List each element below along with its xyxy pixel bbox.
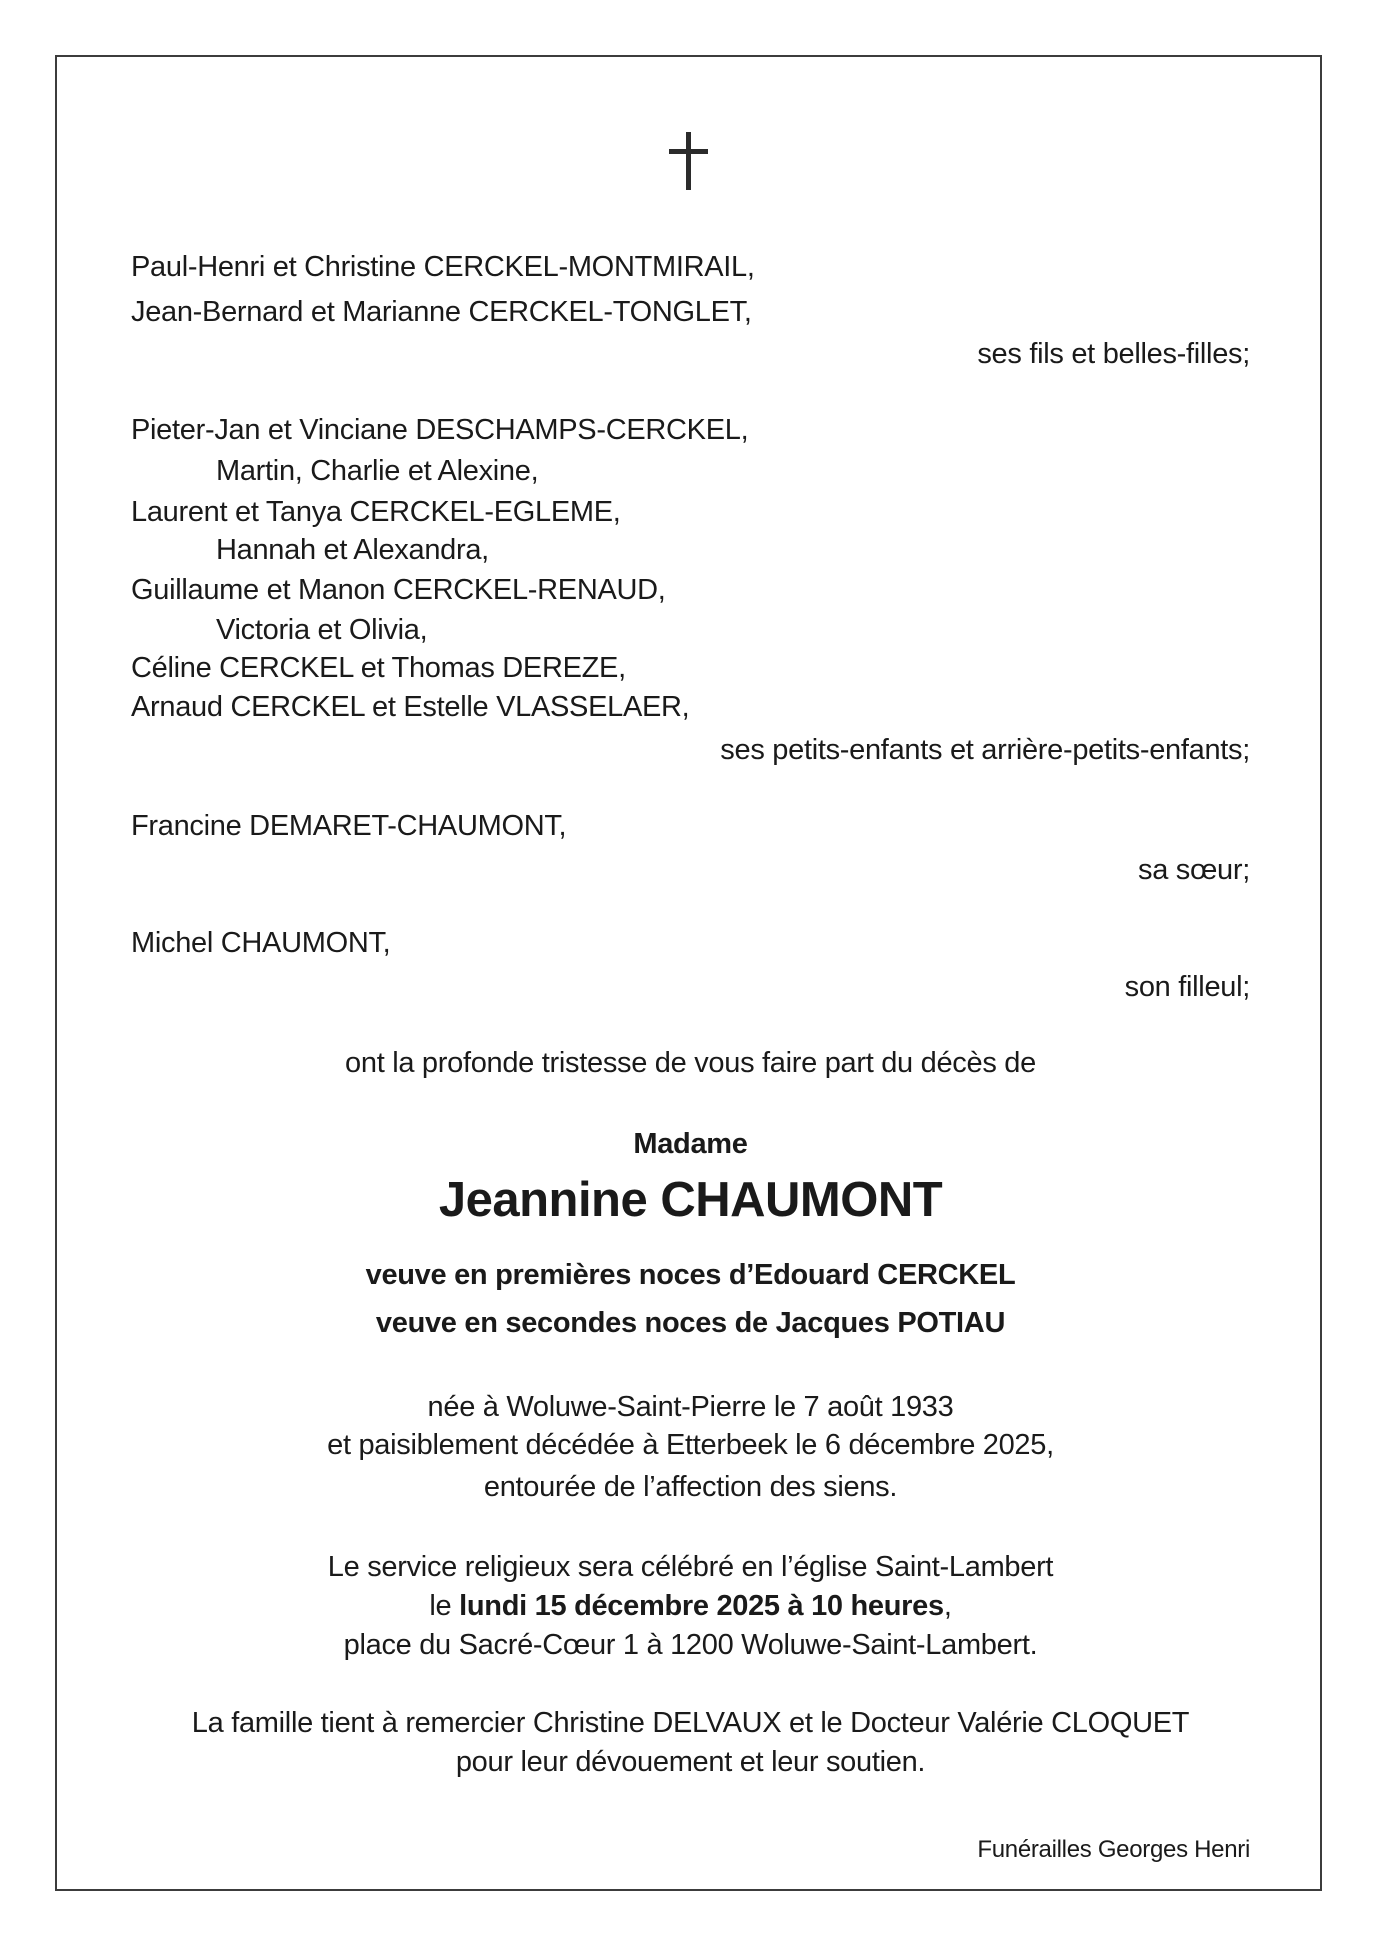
grandchildren-line: Guillaume et Manon CERCKEL-RENAUD,: [131, 574, 666, 606]
death-line: et paisiblement décédée à Etterbeek le 6 décembre 2025,: [327, 1429, 1054, 1461]
surrounded-line: entourée de l’affection des siens.: [483, 1471, 898, 1503]
grandchildren-caption: ses petits-enfants et arrière-petits-enfants;: [720, 734, 1250, 766]
intro-line: ont la profonde tristesse de vous faire part du décès de: [345, 1047, 1036, 1079]
thanks-line-1: La famille tient à remercier Christine DELVAUX et le Docteur Valérie CLOQUET: [191, 1707, 1190, 1739]
godson-line: Michel CHAUMONT,: [131, 927, 391, 959]
sister-line: Francine DEMARET-CHAUMONT,: [131, 810, 567, 842]
deceased-name: Jeannine CHAUMONT: [438, 1173, 943, 1227]
service-line-1: Le service religieux sera célébré en l’église Saint-Lambert: [327, 1551, 1054, 1583]
announcement-content: [131, 0, 1250, 1946]
sons-line-2: Jean-Bernard et Marianne CERCKEL-TONGLET,: [131, 296, 752, 328]
funeral-home-footer: Funérailles Georges Henri: [977, 1836, 1250, 1863]
title-prefix: Madame: [633, 1128, 748, 1160]
grandchildren-line: Martin, Charlie et Alexine,: [216, 455, 539, 487]
grandchildren-line: Céline CERCKEL et Thomas DEREZE,: [131, 652, 626, 684]
service-date-suffix: ,: [943, 1590, 952, 1622]
godson-caption: son filleul;: [1124, 971, 1250, 1003]
birth-line: née à Woluwe-Saint-Pierre le 7 août 1933: [427, 1391, 954, 1423]
thanks-line-2: pour leur dévouement et leur soutien.: [455, 1746, 926, 1778]
widowhood-line-2: veuve en secondes noces de Jacques POTIAU: [375, 1307, 1006, 1339]
sons-line-1: Paul-Henri et Christine CERCKEL-MONTMIRAIL,: [131, 251, 755, 283]
sister-caption: sa sœur;: [1138, 854, 1250, 886]
widowhood-line-1: veuve en premières noces d’Edouard CERCKEL: [365, 1259, 1016, 1291]
grandchildren-line: Victoria et Olivia,: [216, 614, 428, 646]
grandchildren-line: Laurent et Tanya CERCKEL-EGLEME,: [131, 496, 621, 528]
grandchildren-line: Hannah et Alexandra,: [216, 534, 489, 566]
service-date-prefix: le: [429, 1590, 460, 1622]
sons-caption: ses fils et belles-filles;: [977, 338, 1250, 370]
service-date-line: [131, 1586, 1250, 1626]
service-date-bold: lundi 15 décembre 2025 à 10 heures: [459, 1590, 944, 1622]
grandchildren-line: Arnaud CERCKEL et Estelle VLASSELAER,: [131, 691, 690, 723]
service-line-3: place du Sacré-Cœur 1 à 1200 Woluwe-Saint-Lambert.: [343, 1629, 1038, 1661]
grandchildren-line: Pieter-Jan et Vinciane DESCHAMPS-CERCKEL,: [131, 414, 749, 446]
